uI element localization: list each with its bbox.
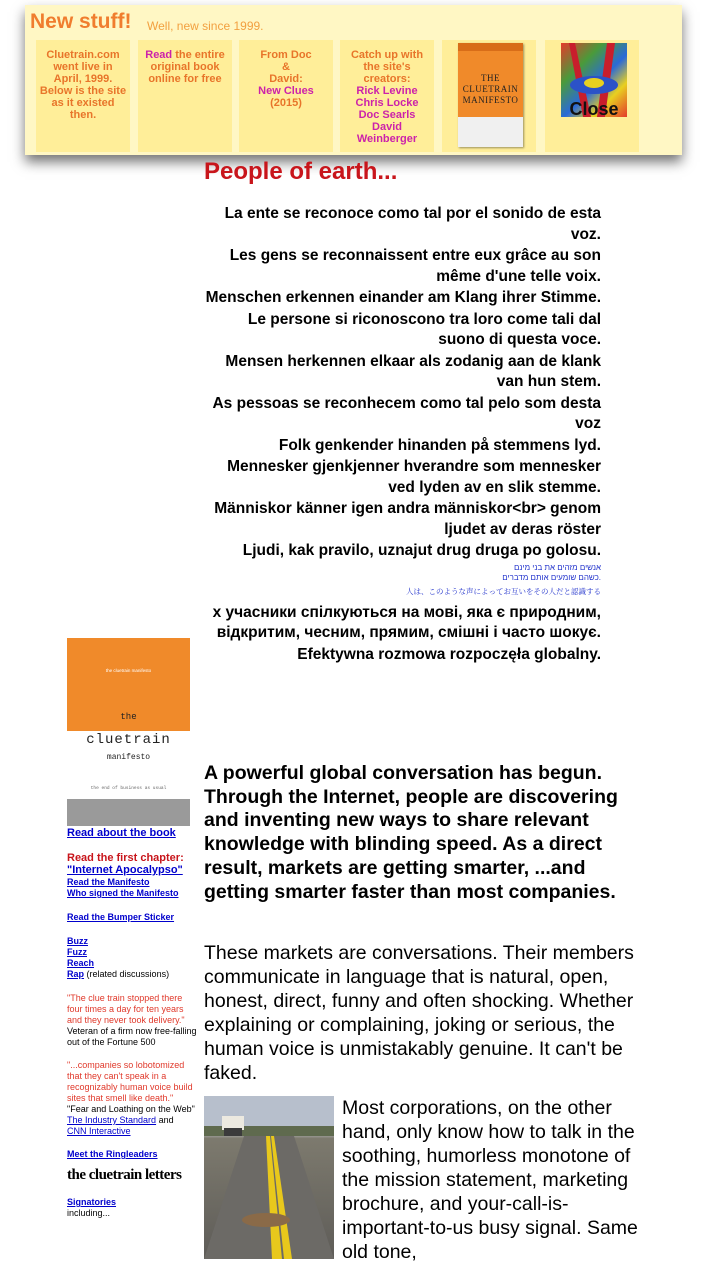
translation-spanish: La ente se reconoce como tal por el sonido de esta voz. (224, 205, 601, 243)
banner-cell-book[interactable] (442, 40, 536, 152)
book-cover-thumbnail[interactable] (458, 43, 523, 147)
markets-paragraph: These markets are conversations. Their members communicate in language that is natural, open, honest, direct, funny and often shocking. Whether explaining or complaining, joking or serious, the human voice is unmistakably genuine. It can't be faked. (204, 942, 634, 1084)
buzz-link[interactable]: Buzz (67, 936, 88, 946)
sidebar-book-cover[interactable] (67, 638, 190, 826)
creator-link-doc-searls[interactable]: Doc Searls (358, 109, 416, 121)
intro-paragraph-bold: A powerful global conversation has begun. Through the Internet, people are discovering and inventing new ways to share relevant knowledge with blinding speed. As a direct result, markets are getting smarter, ...and getting smarter faster than most companies. (204, 762, 618, 903)
industry-standard-link[interactable]: The Industry Standard (67, 1115, 157, 1125)
fuzz-link[interactable]: Fuzz (67, 947, 87, 957)
translation-hebrew-2: כשהם שומעים אותם מדברים. (502, 572, 601, 582)
quote-lobotomized-source: "Fear and Loathing on the Web" (67, 1104, 195, 1114)
who-signed-link[interactable]: Who signed the Manifesto (67, 888, 179, 898)
translation-swedish: Människor känner igen andra människor<br> genom ljudet av deras röster (214, 500, 601, 538)
translation-italian: Le persone si riconoscono tra loro come tali dal suono di questa voce. (247, 310, 601, 348)
read-about-book-link[interactable]: Read about the book (67, 827, 176, 839)
book-cover-the: the (120, 712, 137, 722)
page-heading: People of earth... (204, 158, 398, 185)
translation-norwegian: Mennesker gjenkjenner hverandre som mennesker ved lyden av en slik stemme. (227, 458, 601, 496)
history-text: Cluetrain.com went live in April, 1999. Below is the site as it existed then. (39, 49, 127, 121)
book-cover-manifesto: manifesto (106, 753, 151, 762)
road-photo (204, 1096, 334, 1259)
quote-clue-train: "The clue train stopped there four times a day for ten years and they never took delivery." (67, 993, 185, 1025)
translation-hebrew-1: אנשים מזהים את בני מינם (513, 562, 601, 572)
road-image-icon (204, 1096, 334, 1259)
ampersand: & (282, 61, 290, 73)
banner-cell-new-clues[interactable] (239, 40, 333, 152)
translation-dutch: Mensen herkennen elkaar als zodanig aan de klank van hun stem. (225, 352, 601, 390)
book-cover-cluetrain: cluetrain (86, 732, 171, 748)
translation-portuguese: As pessoas se reconhecem como tal pelo som desta voz (212, 394, 601, 432)
creator-link-david-weinberger[interactable]: David Weinberger (356, 121, 418, 145)
book-cover-title: THE CLUETRAIN MANIFESTO (462, 73, 519, 105)
creators-intro: Catch up with the site's creators: (350, 49, 424, 85)
from-doc: From Doc (260, 49, 312, 61)
translation-ukrainian: х учасники спілкуються на мові, яка є природним, відкритим, чесним, прямим, смішні і часто шокує. (212, 603, 601, 641)
internet-apocalypso-link[interactable]: "Internet Apocalypso" (67, 864, 183, 876)
book-cover-tagline: the cluetrain manifesto (105, 668, 152, 673)
new-clues-year: (2015) (270, 97, 302, 109)
read-book-text: the entire original book online for free (148, 49, 225, 85)
reach-link[interactable]: Reach (67, 958, 95, 968)
book-cover-end-of-business: the end of business as usual (90, 786, 167, 791)
rap-note: (related discussions) (86, 969, 170, 979)
read-book-link[interactable]: Read (145, 49, 173, 61)
rap-link[interactable]: Rap (67, 969, 85, 979)
banner-title: New stuff! (30, 10, 132, 33)
cnn-interactive-link[interactable]: CNN Interactive (67, 1126, 131, 1136)
new-stuff-banner (25, 5, 682, 155)
read-manifesto-link[interactable]: Read the Manifesto (67, 877, 150, 887)
translation-french: Les gens se reconnaissent entre eux grâce au son même d'une telle voix. (229, 247, 601, 285)
bumper-sticker-link[interactable]: Read the Bumper Sticker (67, 912, 175, 922)
creator-link-chris-locke[interactable]: Chris Locke (355, 97, 419, 109)
david: David: (269, 73, 303, 85)
translations-block (204, 204, 601, 666)
signatories-link[interactable]: Signatories (67, 1197, 117, 1207)
translation-polish: Efektywna rozmowa rozpoczęła globalny. (297, 645, 601, 663)
quote-clue-train-source: Veteran of a firm now free-falling out of the Fortune 500 (67, 1026, 197, 1047)
banner-cell-read[interactable] (138, 40, 232, 152)
quote-lobotomized: "...companies so lobotomized that they can't speak in a recognizably human voice build sites that smell like death." (67, 1060, 193, 1103)
translation-japanese: 人は、このような声によってお互いをその人だと認識する (406, 586, 601, 596)
chapter-heading: Read the first chapter: (67, 852, 184, 864)
banner-cell-history (36, 40, 130, 152)
creator-link-rick-levine[interactable]: Rick Levine (356, 85, 418, 97)
close-button-label[interactable]: Close (569, 99, 619, 117)
close-image[interactable] (561, 43, 627, 117)
banner-cell-close[interactable] (545, 40, 639, 152)
banner-subtitle: Well, new since 1999. (147, 19, 264, 33)
including-text: including... (67, 1208, 111, 1218)
ringleaders-link[interactable]: Meet the Ringleaders (67, 1149, 158, 1159)
translation-german: Menschen erkennen einander am Klang ihrer Stimme. (205, 289, 601, 306)
sidebar (67, 827, 197, 1219)
translation-russian: Ljudi, kak pravilo, uznajut drug druga po golosu. (242, 542, 601, 559)
translation-danish: Folk genkender hinanden på stemmens lyd. (278, 436, 601, 454)
new-clues-link[interactable]: New Clues (258, 85, 314, 97)
corporations-paragraph: Most corporations, on the other hand, only know how to talk in the soothing, humorless monotone of the mission statement, marketing brochure, and your-call-is-important-to-us busy signal. Same old tone, (342, 1097, 638, 1263)
cluetrain-letters-logo[interactable]: the cluetrain letters (67, 1167, 182, 1183)
and-text: and (158, 1115, 174, 1125)
banner-cell-creators (340, 40, 434, 152)
